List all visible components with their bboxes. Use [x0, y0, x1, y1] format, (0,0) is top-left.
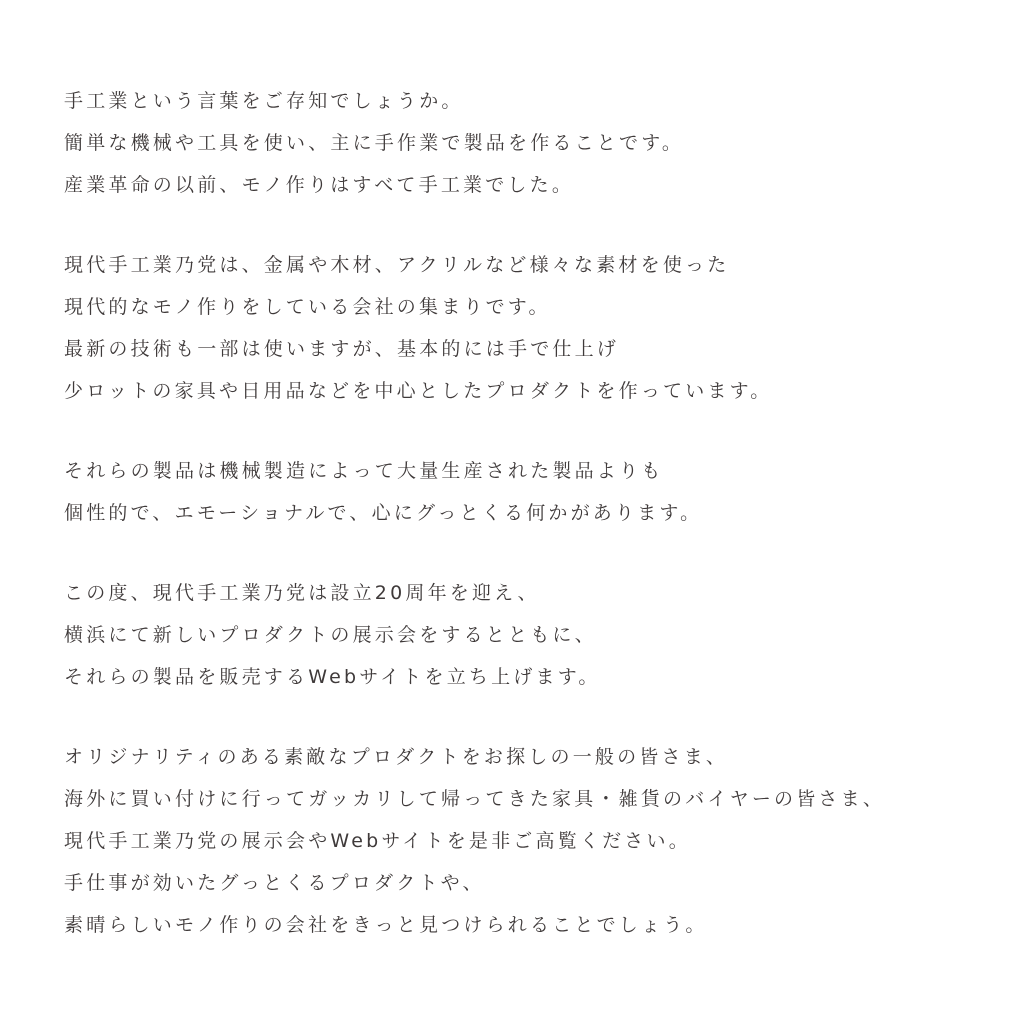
paragraph-1 — [64, 80, 1004, 206]
text-line: 産業革命の以前、モノ作りはすべて手工業でした。 — [64, 174, 575, 196]
paragraph-3 — [64, 450, 1004, 534]
text-line: この度、現代手工業乃党は設立20周年を迎え、 — [64, 582, 540, 604]
text-line: 海外に買い付けに行ってガッカリして帰ってきた家具・雑貨のバイヤーの皆さま、 — [64, 788, 886, 810]
text-line: 現代手工業乃党は、金属や木材、アクリルなど様々な素材を使った — [64, 254, 730, 276]
text-line: 手工業という言葉をご存知でしょうか。 — [64, 90, 464, 112]
text-line: 現代的なモノ作りをしている会社の集まりです。 — [64, 296, 551, 318]
text-line: それらの製品は機械製造によって大量生産された製品よりも — [64, 460, 664, 482]
text-line: オリジナリティのある素敵なプロダクトをお探しの一般の皆さま、 — [64, 746, 729, 768]
paragraph-2 — [64, 244, 1004, 412]
text-line: 手仕事が効いたグっとくるプロダクトや、 — [64, 872, 485, 894]
text-line: 個性的で、エモーショナルで、心にグっとくる何かがあります。 — [64, 502, 703, 524]
paragraph-5 — [64, 736, 1004, 946]
text-line: 少ロットの家具や日用品などを中心としたプロダクトを作っています。 — [64, 380, 773, 402]
text-line: 素晴らしいモノ作りの会社をきっと見つけられることでしょう。 — [64, 914, 708, 936]
text-line: 簡単な機械や工具を使い、主に手作業で製品を作ることです。 — [64, 132, 685, 154]
text-line: 横浜にて新しいプロダクトの展示会をするとともに、 — [64, 624, 597, 646]
document-body — [64, 80, 1004, 984]
text-line: それらの製品を販売するWebサイトを立ち上げます。 — [64, 666, 601, 688]
paragraph-4 — [64, 572, 1004, 698]
text-line: 最新の技術も一部は使いますが、基本的には手で仕上げ — [64, 338, 620, 360]
text-line: 現代手工業乃党の展示会やWebサイトを是非ご高覧ください。 — [64, 830, 691, 852]
